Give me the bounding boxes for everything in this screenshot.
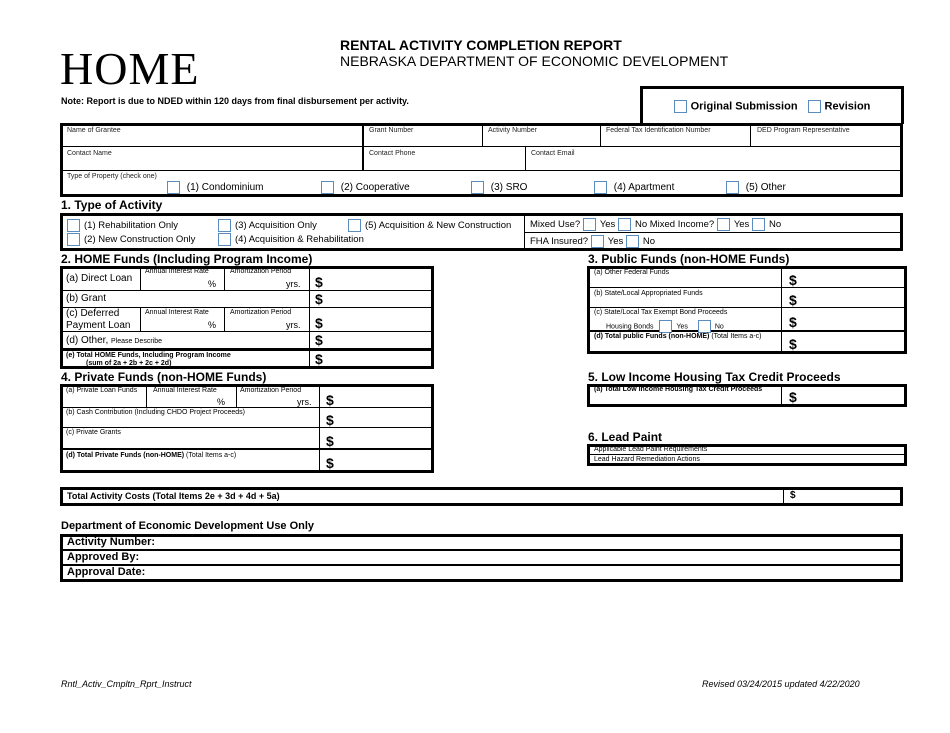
total-public-bold: (d) Total public Funds (non-HOME) [594, 333, 710, 340]
property-condominium-option[interactable] [167, 181, 263, 194]
revision-label: Revision [824, 100, 871, 113]
activity-acq-new-construction-option[interactable] [348, 219, 511, 232]
option-label: (2) New Construction Only [84, 234, 196, 246]
section-5-title: 5. Low Income Housing Tax Credit Proceeds [588, 370, 841, 384]
fha-insured-label: FHA Insured? [530, 236, 589, 248]
checkbox[interactable] [594, 181, 607, 194]
tax-exempt-bond-label: (c) State/Local Tax Exempt Bond Proceeds [594, 309, 728, 316]
activity-acq-rehab-option[interactable] [218, 233, 364, 246]
contact-name-field[interactable]: Contact Name [67, 150, 112, 157]
mixed-income-yes-checkbox[interactable] [717, 218, 730, 231]
lead-hazard-remediation-row[interactable]: Lead Hazard Remediation Actions [594, 456, 700, 463]
section-2-title: 2. HOME Funds (Including Program Income) [61, 252, 313, 266]
checkbox[interactable] [67, 219, 80, 232]
option-label: (5) Acquisition & New Construction [365, 220, 512, 232]
direct-loan-amount[interactable]: $ [315, 274, 323, 290]
checkbox[interactable] [218, 219, 231, 232]
revision-option[interactable] [808, 100, 871, 113]
ded-use-table [60, 534, 903, 582]
total-home-label-2: (sum of 2a + 2b + 2c + 2d) [86, 360, 172, 367]
mixed-use-yes-checkbox[interactable] [583, 218, 596, 231]
contact-email-field[interactable]: Contact Email [531, 150, 575, 157]
option-label: (1) Rehabilitation Only [84, 220, 178, 232]
fha-yes-checkbox[interactable] [591, 235, 604, 248]
contact-phone-field[interactable]: Contact Phone [369, 150, 416, 157]
interest-rate-label: Annual Interest Rate [145, 309, 209, 316]
no-label: No [768, 219, 782, 231]
mixed-use-label: Mixed Use? [530, 219, 581, 231]
percent-sign[interactable]: % [208, 279, 217, 289]
ded-representative-field[interactable]: DED Program Representative [757, 127, 850, 134]
years-label[interactable]: yrs. [286, 320, 301, 330]
activity-number-field[interactable]: Activity Number [488, 127, 538, 134]
lead-paint-requirements-row[interactable]: Applicable Lead Paint Requirements [594, 446, 708, 453]
activity-rehab-only-option[interactable] [67, 219, 178, 232]
grant-label: (b) Grant [66, 293, 107, 304]
total-activity-costs-label: Total Activity Costs (Total Items 2e + 3d + 4d + 5a) [67, 491, 280, 501]
total-private-label [66, 452, 236, 459]
interest-rate-label: Annual Interest Rate [153, 387, 217, 394]
option-label: (3) Acquisition Only [235, 220, 317, 232]
checkbox[interactable] [321, 181, 334, 194]
option-label: (4) Acquisition & Rehabilitation [235, 234, 364, 246]
revision-checkbox[interactable] [808, 100, 821, 113]
private-grants-label: (c) Private Grants [66, 429, 121, 436]
report-title: RENTAL ACTIVITY COMPLETION REPORT [340, 37, 622, 53]
years-label[interactable]: yrs. [286, 279, 301, 289]
footer-form-id: Rntl_Activ_Cmpltn_Rprt_Instruct [61, 679, 192, 689]
yes-label: Yes [733, 219, 750, 231]
total-public-label [594, 333, 762, 340]
original-submission-option[interactable] [674, 100, 798, 113]
other-describe-text: Please Describe [111, 338, 162, 345]
other-text: (d) Other, [66, 335, 109, 346]
yes-label: Yes [676, 323, 688, 331]
option-label: (1) Condominium [186, 182, 264, 194]
checkbox[interactable] [348, 219, 361, 232]
total-private-amount[interactable]: $ [326, 455, 334, 471]
no-label: No [634, 219, 648, 231]
federal-tax-id-field[interactable]: Federal Tax Identification Number [606, 127, 711, 134]
grantee-name-field[interactable]: Name of Grantee [67, 127, 121, 134]
cash-contribution-label: (b) Cash Contribution (Including CHDO Project Proceeds) [66, 409, 245, 416]
home-logo: HOME [60, 43, 200, 94]
option-label: (3) SRO [490, 182, 528, 194]
total-home-amount[interactable]: $ [315, 351, 323, 367]
checkbox[interactable] [167, 181, 180, 194]
total-home-label-1: (e) Total HOME Funds, Including Program Income [66, 352, 231, 359]
checkbox[interactable] [218, 233, 231, 246]
amortization-label: Amortization Period [240, 387, 302, 394]
total-public-rest: (Total Items a-c) [711, 333, 762, 340]
private-loan-amount[interactable]: $ [326, 392, 334, 408]
tax-exempt-bond-amount[interactable]: $ [789, 314, 797, 330]
section-1-title: 1. Type of Activity [61, 198, 163, 212]
direct-loan-label: (a) Direct Loan [66, 273, 133, 284]
mixed-income-label: Mixed Income? [649, 219, 715, 231]
submission-type-box [640, 86, 904, 124]
yes-label: Yes [599, 219, 616, 231]
report-subtitle: NEBRASKA DEPARTMENT OF ECONOMIC DEVELOPMENT [340, 53, 729, 69]
private-grants-amount[interactable]: $ [326, 433, 334, 449]
ded-approval-date-field[interactable]: Approval Date: [67, 566, 146, 578]
activity-new-construction-option[interactable] [67, 233, 195, 246]
checkbox[interactable] [471, 181, 484, 194]
grant-amount[interactable]: $ [315, 291, 323, 307]
footer-revision-date: Revised 03/24/2015 updated 4/22/2020 [702, 679, 860, 689]
total-private-bold: (d) Total Private Funds (non-HOME) [66, 452, 185, 459]
amortization-label: Amortization Period [230, 309, 292, 316]
no-label: No [714, 323, 724, 331]
fha-no-checkbox[interactable] [626, 235, 639, 248]
original-submission-checkbox[interactable] [674, 100, 687, 113]
option-label: (4) Apartment [613, 182, 675, 194]
other-federal-amount[interactable]: $ [789, 272, 797, 288]
no-label: No [642, 236, 656, 248]
section-4-title: 4. Private Funds (non-HOME Funds) [61, 370, 267, 384]
private-loan-label: (a) Private Loan Funds [66, 387, 138, 394]
deferred-label-1: (c) Deferred [66, 308, 120, 319]
activity-acquisition-only-option[interactable] [218, 219, 317, 232]
original-submission-label: Original Submission [690, 100, 798, 113]
other-amount[interactable]: $ [315, 332, 323, 348]
total-public-amount[interactable]: $ [789, 336, 797, 352]
property-other-option[interactable] [726, 181, 786, 194]
cash-contribution-amount[interactable]: $ [326, 412, 334, 428]
housing-bonds-label: Housing Bonds [606, 323, 654, 331]
other-federal-label: (a) Other Federal Funds [594, 269, 670, 276]
percent-sign[interactable]: % [208, 320, 217, 330]
lihtc-amount[interactable]: $ [789, 389, 797, 405]
ded-activity-number-field[interactable]: Activity Number: [67, 536, 156, 548]
state-local-appropriated-amount[interactable]: $ [789, 292, 797, 308]
amortization-label: Amortization Period [230, 268, 292, 275]
deferred-loan-amount[interactable]: $ [315, 315, 323, 331]
other-label [66, 335, 162, 346]
housing-bonds-row [606, 320, 724, 333]
percent-sign[interactable]: % [217, 397, 226, 407]
property-type-label: Type of Property (check one) [67, 173, 157, 180]
years-label[interactable]: yrs. [297, 397, 312, 407]
mixed-use-row [530, 218, 781, 231]
interest-rate-label: Annual Interest Rate [145, 268, 209, 275]
checkbox[interactable] [726, 181, 739, 194]
option-label: (2) Cooperative [340, 182, 410, 194]
option-label: (5) Other [745, 182, 786, 194]
grant-number-field[interactable]: Grant Number [369, 127, 414, 134]
housing-bonds-yes-checkbox[interactable] [659, 320, 672, 333]
property-cooperative-option[interactable] [321, 181, 410, 194]
housing-bonds-no-checkbox[interactable] [698, 320, 711, 333]
ded-approved-by-field[interactable]: Approved By: [67, 551, 140, 563]
section-6-title: 6. Lead Paint [588, 430, 663, 444]
mixed-use-no-checkbox[interactable] [618, 218, 631, 231]
fha-insured-row [530, 235, 655, 248]
checkbox[interactable] [67, 233, 80, 246]
ded-use-title: Department of Economic Development Use Only [61, 520, 315, 532]
yes-label: Yes [607, 236, 624, 248]
lihtc-label: (a) Total Low Income Housing Tax Credit Proceeds [594, 386, 763, 393]
total-private-rest: (Total Items a-c) [186, 452, 237, 459]
deferred-label-2: Payment Loan [66, 320, 131, 331]
state-local-appropriated-label: (b) State/Local Appropriated Funds [594, 290, 703, 297]
mixed-income-no-checkbox[interactable] [752, 218, 765, 231]
due-note: Note: Report is due to NDED within 120 days from final disbursement per activity. [61, 96, 409, 106]
property-sro-option[interactable] [471, 181, 527, 194]
property-apartment-option[interactable] [594, 181, 674, 194]
total-activity-costs-amount[interactable]: $ [790, 490, 796, 501]
section-3-title: 3. Public Funds (non-HOME Funds) [588, 252, 790, 266]
